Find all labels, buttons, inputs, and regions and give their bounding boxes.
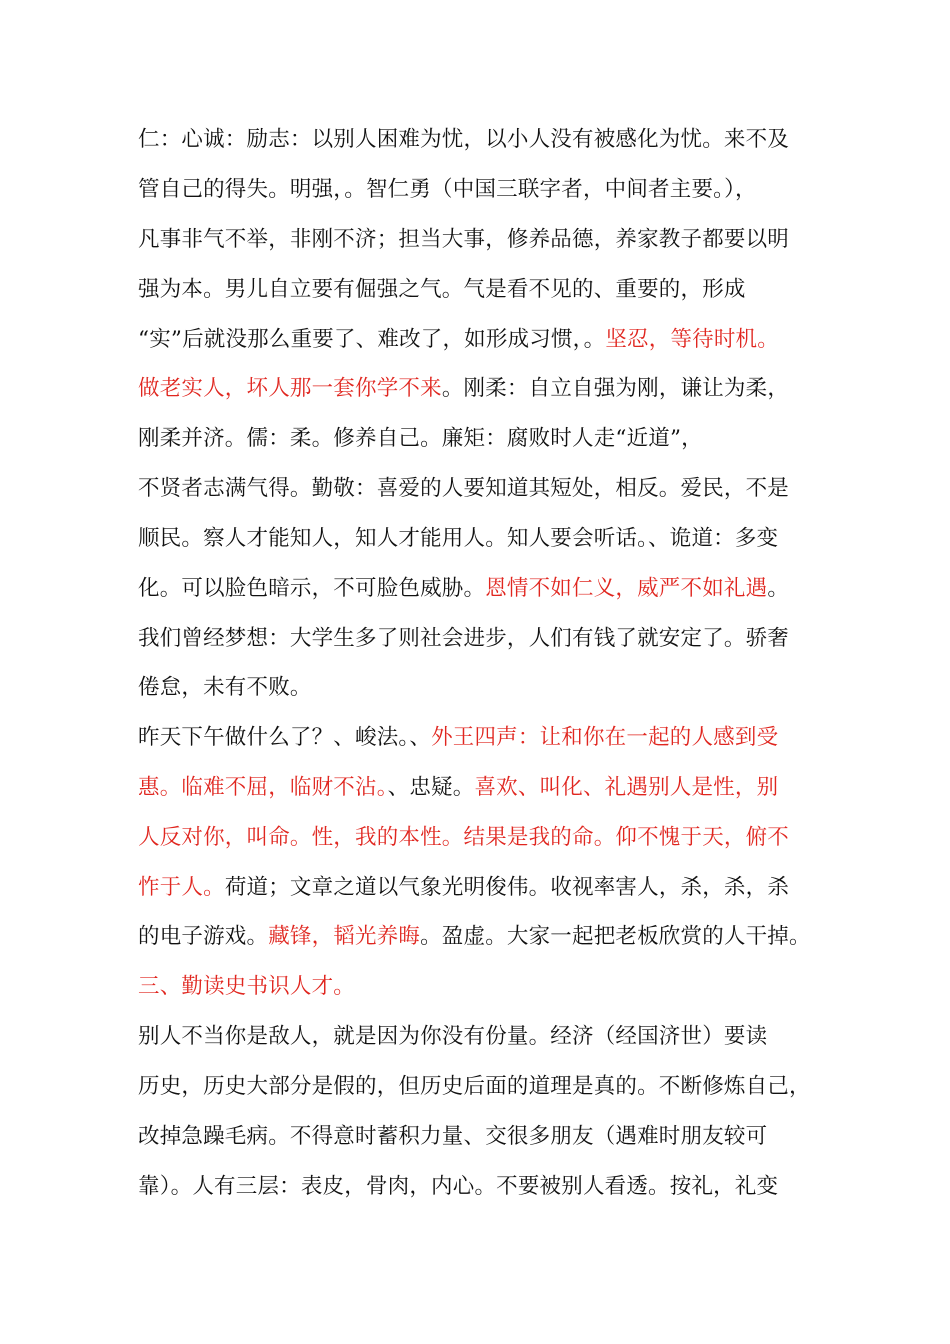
text-line [138, 574, 838, 604]
body-text: 仁：心诚：励志：以别人困难为忧，以小人没有被感化为忧。来不及 [138, 127, 790, 152]
body-text: 、忠疑。 [387, 775, 475, 800]
highlighted-text: 三、勤读史书识人才。 [138, 974, 356, 999]
text-line [138, 175, 838, 205]
body-text: 靠）。人有三层：表皮，骨肉，内心。不要被别人看透。按礼，礼变 [138, 1174, 779, 1199]
body-text: 改掉急躁毛病。不得意时蓄积力量、交很多朋友（遇难时朋友较可 [138, 1124, 768, 1149]
body-text: 化。可以脸色暗示，不可脸色威胁。 [138, 576, 486, 601]
highlighted-text: 坚忍，等待时机。 [605, 327, 779, 352]
text-line [138, 922, 838, 952]
body-text: 荷道；文章之道以气象光明俊伟。收视率害人，杀，杀，杀 [224, 875, 790, 900]
highlighted-text: 做老实人，坏人那一套你学不来 [138, 376, 442, 401]
text-line [138, 673, 838, 703]
text-line [138, 624, 838, 654]
text-line [138, 972, 838, 1002]
body-text: 强为本。男儿自立要有倔强之气。气是看不见的、重要的，形成 [138, 277, 746, 302]
text-line [138, 1172, 838, 1202]
body-text: 的电子游戏。 [138, 924, 269, 949]
text-line [138, 374, 838, 404]
body-text: “实”后就没那么重要了、难改了，如形成习惯，。 [138, 327, 606, 352]
text-line [138, 325, 838, 355]
text-line [138, 275, 838, 305]
text-line [138, 773, 838, 803]
highlighted-text: 惠。临难不屈，临财不沾。 [138, 775, 388, 800]
highlighted-text: 喜欢、叫化、礼遇别人是性，别 [474, 775, 779, 800]
body-text: 我们曾经梦想：大学生多了则社会进步，人们有钱了就安定了。骄奢 [138, 626, 790, 651]
body-text: 。刚柔：自立自强为刚，谦让为柔， [441, 376, 790, 401]
body-text: 。盈虚。大家一起把老板欣赏的人干掉。 [420, 924, 811, 949]
highlighted-text: 藏锋，韬光养晦 [268, 924, 421, 949]
text-line [138, 1122, 838, 1152]
body-text: 管自己的得失。明强，。智仁勇（中国三联字者，中间者主要。）， [138, 177, 757, 202]
text-line [138, 823, 838, 853]
body-text: 。 [767, 576, 790, 601]
text-line [138, 424, 838, 454]
body-text: 不贤者志满气得。勤敬：喜爱的人要知道其短处，相反。爱民，不是 [138, 476, 790, 501]
highlighted-text: 怍于人。 [138, 875, 225, 900]
text-line [138, 524, 838, 554]
highlighted-text: 人反对你，叫命。性，我的本性。结果是我的命。仰不愧于天，俯不 [138, 825, 790, 850]
body-text: 凡事非气不举，非刚不济；担当大事，修养品德，养家教子都要以明 [138, 227, 790, 252]
body-text: 顺民。察人才能知人，知人才能用人。知人要会听话。、诡道：多变 [138, 526, 779, 551]
text-line [138, 723, 838, 753]
highlighted-text: 外王四声：让和你在一起的人感到受 [431, 725, 779, 750]
text-line [138, 125, 838, 155]
text-line [138, 225, 838, 255]
body-text: 刚柔并济。儒：柔。修养自己。廉矩：腐败时人走“近道”， [138, 426, 703, 451]
body-text: 倦怠，未有不败。 [138, 675, 312, 700]
text-line [138, 474, 838, 504]
text-line [138, 1072, 838, 1102]
text-line [138, 873, 838, 903]
highlighted-text: 恩情不如仁义，威严不如礼遇 [485, 576, 768, 601]
body-text: 历史，历史大部分是假的，但历史后面的道理是真的。不断修炼自己， [138, 1074, 811, 1099]
text-line [138, 1022, 838, 1052]
body-text: 别人不当你是敌人，就是因为你没有份量。经济（经国济世）要读 [138, 1024, 768, 1049]
body-text: 昨天下午做什么了？、峻法。、 [138, 725, 432, 750]
